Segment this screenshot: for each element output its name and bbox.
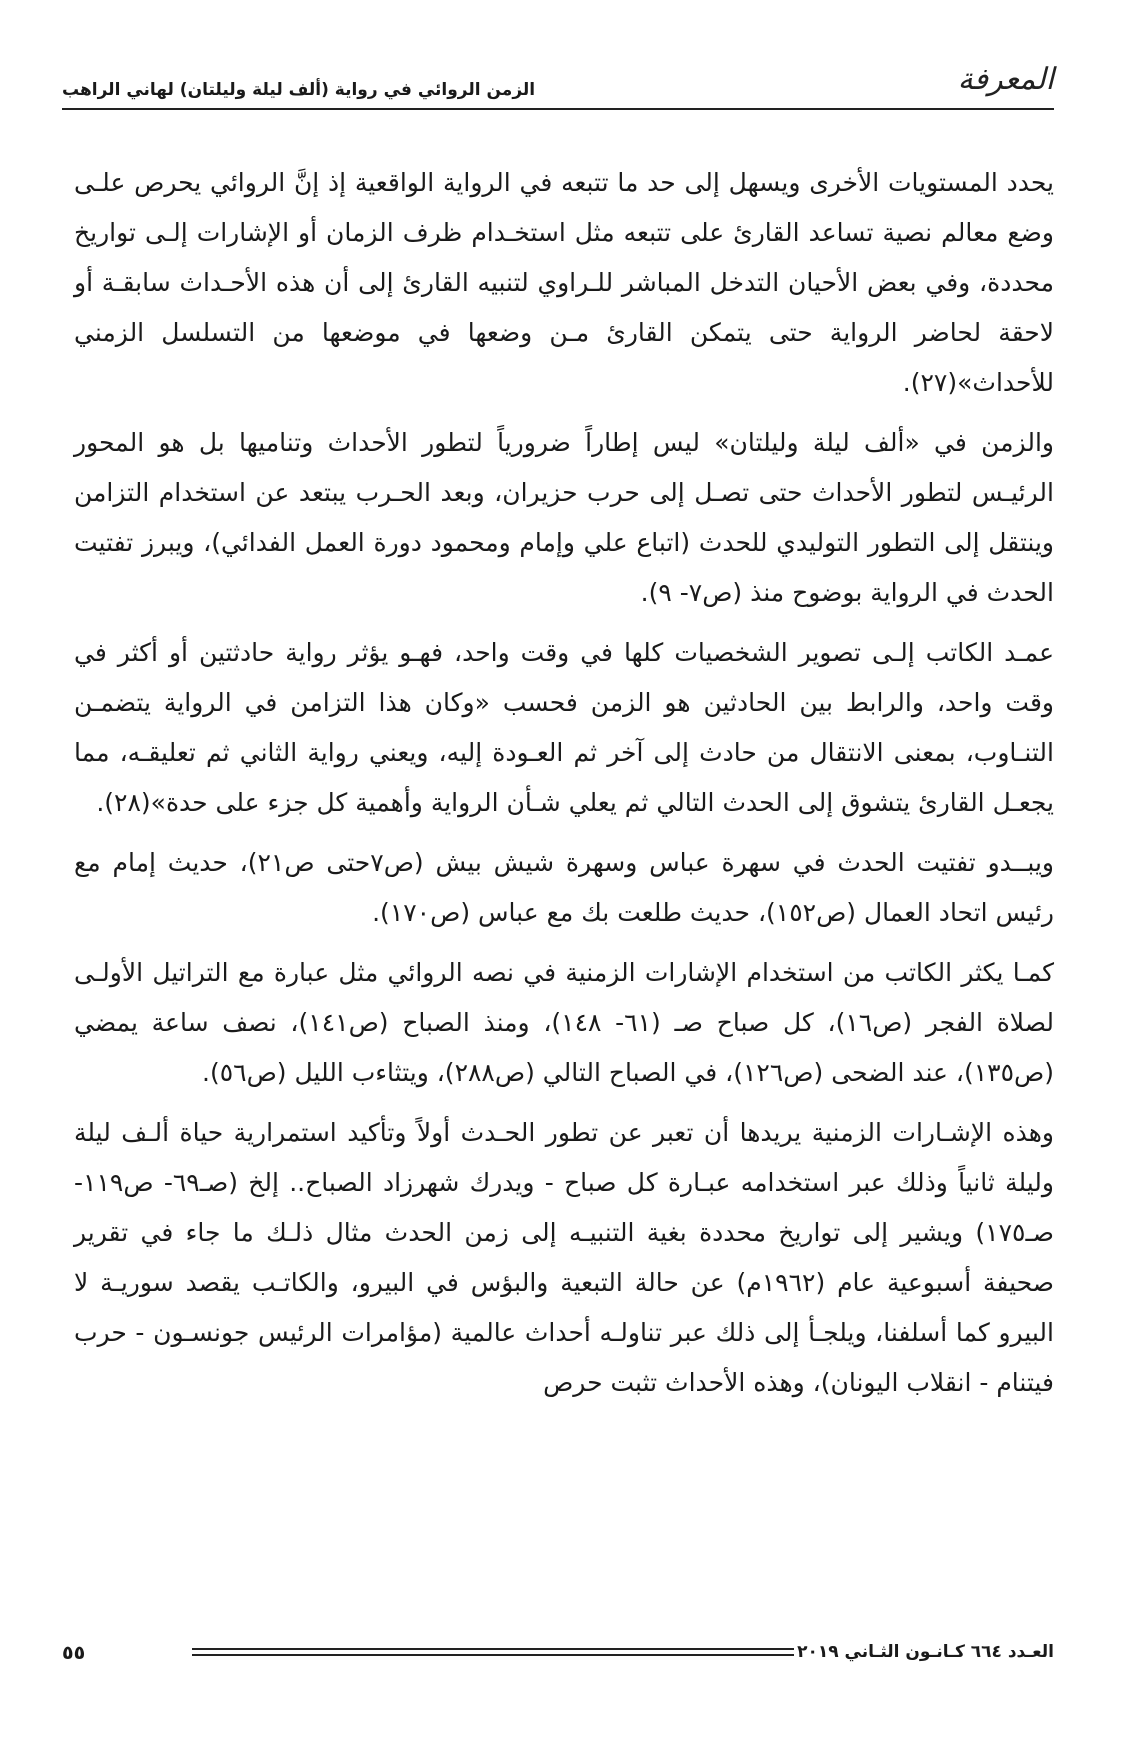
paragraph: والزمن في «ألف ليلة وليلتان» ليس إطاراً ضرورياً لتطور الأحداث وتناميها بل هو المحور الرئيـس لتطور الأحداث حتى تصـل إلى حرب حزيران، وبعد الحـرب يبتعد عن استخدام التزامن وينتقل إلى التطور التوليدي للحدث (اتباع علي وإمام ومحمود دورة العمل الفدائي)، ويبرز تفتيت الحدث في الرواية بوضوح منذ (ص٧- ٩). [74, 428, 1054, 607]
journal-logo: المعرفة [957, 62, 1054, 97]
paragraph: عمـد الكاتب إلـى تصوير الشخصيات كلها في وقت واحد، فهـو يؤثر رواية حادثتين أو أكثر في وقت واحد، والرابط بين الحادثين هو الزمن فحسب «وكان هذا التزامن في الرواية يتضمـن التنـاوب، بمعنى الانتقال من حادث إلى آخر ثم العـودة إليه، ويعني رواية الثاني ثم تعليقـه، مما يجعـل القارئ يتشوق إلى الحدث التالي ثم يعلي شـأن الرواية وأهمية كل جزء على حدة»(٢٨). [74, 638, 1054, 817]
page-header [62, 62, 1054, 110]
paragraph: كمـا يكثر الكاتب من استخدام الإشارات الزمنية في نصه الروائي مثل عبارة مع التراتيل الأولـى لصلاة الفجر (ص١٦)، كل صباح صـ (٦١- ١٤٨)، ومنذ الصباح (ص١٤١)، نصف ساعة يمضي (ص١٣٥)، عند الضحى (ص١٢٦)، في الصباح التالي (ص٢٨٨)، ويتثاءب الليل (ص٥٦). [74, 958, 1055, 1087]
footer-divider [192, 1648, 794, 1656]
issue-label: العـدد ٦٦٤ كـانـون الثـاني ٢٠١٩ [797, 1642, 1054, 1662]
header-divider [62, 108, 1054, 110]
article-body [74, 158, 1054, 1418]
page-number: ٥٥ [62, 1642, 86, 1664]
paragraph: ويبــدو تفتيت الحدث في سهرة عباس وسهرة شيش بيش (ص٧حتى ص٢١)، حديث إمام مع رئيس اتحاد العمال (ص١٥٢)، حديث طلعت بك مع عباس (ص١٧٠). [74, 848, 1054, 927]
paragraph: وهذه الإشـارات الزمنية يريدها أن تعبر عن تطور الحـدث أولاً وتأكيد استمرارية حياة ألـف ليلة وليلة ثانياً وذلك عبر استخدامه عبـارة كل صباح - ويدرك شهرزاد الصباح.. إلخ (صـ٦٩- ص١١٩- صـ١٧٥) ويشير إلى تواريخ محددة بغية التنبيـه إلى زمن الحدث مثال ذلـك ما جاء في تقرير صحيفة أسبوعية عام (١٩٦٢م) عن حالة التبعية والبؤس في البيرو، والكاتـب يقصد سوريـة لا البيرو كما أسلفنا، ويلجـأ إلى ذلك عبر تناولـه أحداث عالمية (مؤامرات الرئيس جونسـون - حرب فيتنام - انقلاب اليونان)، وهذه الأحداث تثبت حرص [74, 1118, 1054, 1397]
paragraph: يحدد المستويات الأخرى ويسهل إلى حد ما تتبعه في الرواية الواقعية إذ إنَّ الروائي يحرص علـى وضع معالم نصية تساعد القارئ على تتبعه مثل استخـدام ظرف الزمان أو الإشارات إلـى تواريخ محددة، وفي بعض الأحيان التدخل المباشر للـراوي لتنبيه القارئ إلى أن هذه الأحـداث سابقـة أو لاحقة لحاضر الرواية حتى يتمكن القارئ مـن وضعها في موضعها من التسلسل الزمني للأحداث»(٢٧). [74, 168, 1054, 397]
page-footer [62, 1642, 1054, 1672]
running-title: الزمن الروائي في رواية (ألف ليلة وليلتان) لهاني الراهب [62, 80, 536, 100]
